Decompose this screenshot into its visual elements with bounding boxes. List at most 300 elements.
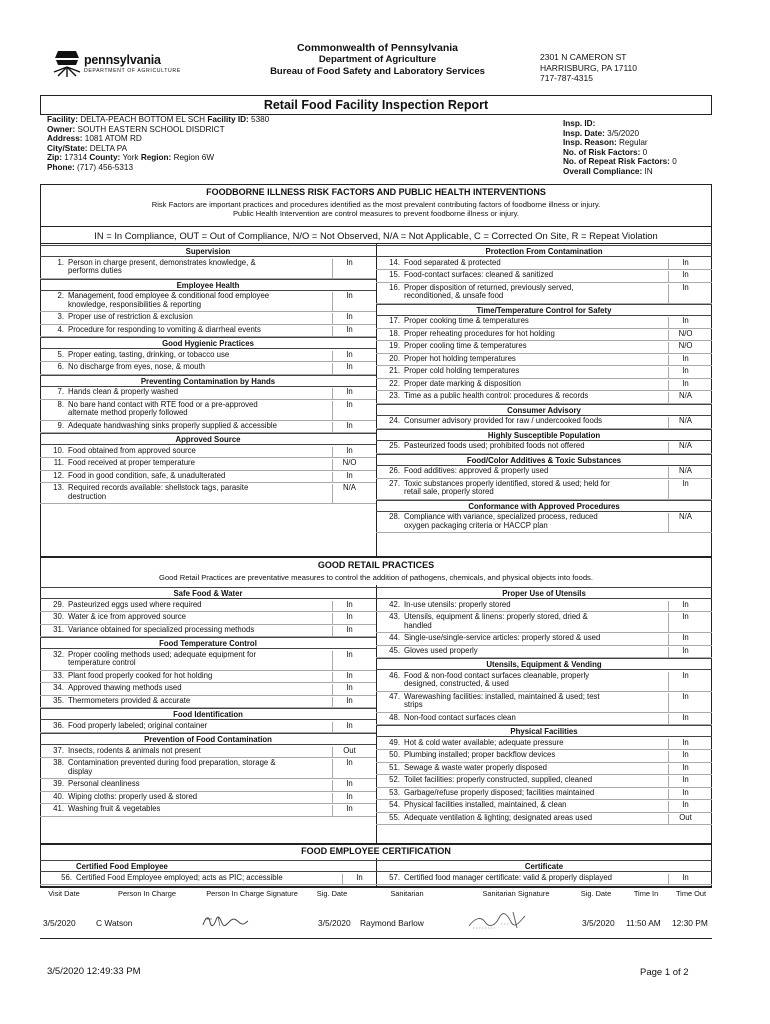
item-number: 39. <box>53 779 64 788</box>
address-value: 1081 ATOM RD <box>84 134 142 144</box>
item-number: 14. <box>389 257 400 267</box>
item-text-line-1: Food & non-food contact surfaces cleanable, properly <box>404 670 590 680</box>
item-text-line-1: Utensils, equipment & linens: properly stored, dried & <box>404 612 588 621</box>
item-status: In <box>668 284 702 304</box>
item-text <box>68 459 195 468</box>
org-line-3: Bureau of Food Safety and Laboratory Services <box>270 66 485 77</box>
item-text <box>404 613 588 631</box>
owner-label: Owner: <box>47 124 76 134</box>
foodborne-desc-1: Risk Factors are important practices and procedures identified as the most prevalent contributing factors of foodborne illness or injury. <box>151 200 601 209</box>
item-text-line-1: Management, food employee & conditional food employee <box>68 291 270 300</box>
item-text-line-1: In-use utensils: properly stored <box>404 599 511 609</box>
item-status: In <box>668 776 702 788</box>
item-number: 41. <box>53 804 64 813</box>
item-number: 12. <box>53 470 64 480</box>
item-number: 44. <box>389 633 400 642</box>
item-status: N/A <box>668 467 702 479</box>
item-text-line-1: No discharge from eyes, nose, & mouth <box>68 362 205 371</box>
item-number: 42. <box>389 599 400 609</box>
item-text-line-1: Food obtained from approved source <box>68 445 196 455</box>
address-line-2: HARRISBURG, PA 17110 <box>540 62 638 73</box>
category-header: Prevention of Food Contamination <box>40 733 376 745</box>
item-text-line-1: Hot & cold water available; adequate pressure <box>404 737 564 747</box>
checklist-item <box>376 788 712 801</box>
item-text <box>68 292 269 310</box>
item-text-line-1: Washing fruit & vegetables <box>68 804 161 813</box>
checklist-item <box>40 421 376 434</box>
inspection-info <box>563 119 677 177</box>
signature-table <box>40 887 712 939</box>
checklist-item <box>40 291 376 312</box>
good-retail-title: GOOD RETAIL PRACTICES <box>317 560 435 570</box>
checklist-item <box>40 387 376 400</box>
zip-value: 17314 <box>64 153 88 163</box>
compliance-value: IN <box>644 166 653 176</box>
checklist-item <box>40 458 376 471</box>
sig-date-2-value: 3/5/2020 <box>582 918 615 928</box>
compliance-label: Overall Compliance: <box>563 166 643 176</box>
foodborne-desc-2: Public Health Intervention are control measures to prevent foodborne illness or injury. <box>232 209 520 219</box>
checklist-item <box>40 471 376 484</box>
item-text <box>404 284 573 302</box>
item-text-line-2: temperature control <box>68 658 136 668</box>
item-status: In <box>668 801 702 813</box>
item-text-line-1: Insects, rodents & animals not present <box>68 745 201 755</box>
city-label: City/State: <box>47 143 88 153</box>
item-status: N/O <box>668 330 702 342</box>
checklist-item <box>376 512 712 533</box>
item-text-line-1: Proper reheating procedures for hot holding <box>404 328 555 338</box>
item-text <box>68 684 182 693</box>
item-number: 21. <box>389 366 400 375</box>
checklist-item <box>376 379 712 392</box>
item-text-line-1: Toxic substances properly identified, stored & used; held for <box>404 478 610 488</box>
item-status: N/A <box>668 417 702 429</box>
category-header: Conformance with Approved Procedures <box>376 500 712 512</box>
item-number: 10. <box>53 445 64 455</box>
item-text-line-1: Proper eating, tasting, drinking, or tobacco use <box>68 349 230 359</box>
time-out-value: 12:30 PM <box>672 918 708 928</box>
checklist-item <box>40 400 376 421</box>
item-number: 53. <box>389 787 400 797</box>
header-sanitarian-signature: Sanitarian Signature <box>482 889 550 898</box>
item-text <box>68 672 212 681</box>
header-person-signature: Person In Charge Signature <box>206 889 298 898</box>
category-header: Food Identification <box>40 708 376 720</box>
checklist-item <box>376 713 712 726</box>
item-status: In <box>332 793 366 805</box>
category-header: Utensils, Equipment & Vending <box>376 658 712 670</box>
item-text-line-1: Non-food contact surfaces clean <box>404 712 516 722</box>
item-text <box>404 330 555 339</box>
checklist-item <box>376 441 712 454</box>
checklist-item <box>376 873 712 885</box>
checklist-item <box>40 325 376 338</box>
insp-reason-value: Regular <box>618 138 648 148</box>
category-header: Good Hygienic Practices <box>40 337 376 349</box>
item-text-line-1: Adequate handwashing sinks properly supplied & accessible <box>68 420 277 430</box>
item-text-line-1: Food received at proper temperature <box>68 458 195 467</box>
item-text-line-2: strips <box>404 700 423 710</box>
item-text <box>68 747 201 756</box>
item-text-line-1: Time as a public health control: procedures & records <box>404 391 589 400</box>
item-number: 45. <box>389 645 400 655</box>
item-text <box>68 793 197 802</box>
checklist-item <box>40 350 376 363</box>
header-sig-date: Sig. Date <box>316 889 348 898</box>
item-status: N/O <box>668 342 702 354</box>
item-number: 40. <box>53 791 64 801</box>
item-status: Out <box>668 814 702 826</box>
item-text-line-1: Toilet facilities: properly constructed, supplied, cleaned <box>404 775 593 784</box>
checklist-item <box>376 366 712 379</box>
checklist-item <box>40 779 376 792</box>
checklist-item <box>376 671 712 692</box>
item-status: In <box>332 259 366 279</box>
zip-label: Zip: <box>47 153 63 163</box>
phone-label: Phone: <box>47 162 75 172</box>
item-status: In <box>668 271 702 283</box>
item-status: In <box>668 380 702 392</box>
item-text-line-1: Food additives: approved & properly used <box>404 466 549 475</box>
item-text <box>68 759 276 777</box>
item-text-line-1: Pasteurized foods used; prohibited foods not offered <box>404 441 585 450</box>
item-status: In <box>668 367 702 379</box>
item-number: 34. <box>53 683 64 692</box>
item-number: 47. <box>389 691 400 701</box>
item-text-line-1: Water & ice from approved source <box>68 612 187 621</box>
checklist-item <box>376 329 712 342</box>
item-status: In <box>332 313 366 325</box>
item-text-line-1: Garbage/refuse properly disposed; facilities maintained <box>404 787 595 797</box>
item-status: In <box>332 401 366 421</box>
person-signature-image <box>200 912 250 930</box>
checklist-item <box>40 446 376 459</box>
item-text-line-1: Required records available: shellstock tags, parasite <box>68 483 249 492</box>
item-text <box>68 805 160 814</box>
header-time-in: Time In <box>633 889 659 898</box>
phone-value: (717) 456-5313 <box>77 162 134 172</box>
item-status: In <box>668 601 702 613</box>
item-status: In <box>332 805 366 817</box>
item-text-line-1: Approved thawing methods used <box>68 683 182 692</box>
item-number: 56. <box>61 873 72 882</box>
item-number: 35. <box>53 695 64 705</box>
facility-info <box>47 115 269 173</box>
item-number: 5. <box>57 349 64 359</box>
item-text <box>404 601 511 610</box>
item-number: 54. <box>389 800 400 809</box>
item-text <box>404 672 589 690</box>
item-number: 32. <box>53 649 64 659</box>
checklist-item <box>40 721 376 734</box>
insp-date-value: 3/5/2020 <box>607 128 640 138</box>
person-in-charge-value: C Watson <box>96 918 133 928</box>
logo-subtitle: DEPARTMENT OF AGRICULTURE <box>84 68 181 74</box>
header-time-out: Time Out <box>675 889 707 898</box>
checklist-item <box>40 312 376 325</box>
item-text-line-1: Thermometers provided & accurate <box>68 695 191 705</box>
item-text <box>68 313 193 322</box>
print-timestamp: 3/5/2020 12:49:33 PM <box>47 966 141 977</box>
good-retail-description: Good Retail Practices are preventative measures to control the addition of pathogens, chemicals, and physical objects into foods. <box>159 573 593 582</box>
item-text <box>68 447 196 456</box>
item-text <box>404 442 585 451</box>
item-text-line-1: Contamination prevented during food preparation, storage & <box>68 758 276 767</box>
item-number: 50. <box>389 750 400 759</box>
item-number: 19. <box>389 341 400 350</box>
item-number: 25. <box>389 441 400 450</box>
org-line-2: Department of Agriculture <box>318 54 437 65</box>
certification-title: FOOD EMPLOYEE CERTIFICATION <box>301 846 451 856</box>
region-value: Region 6W <box>173 153 215 163</box>
checklist-item <box>376 391 712 404</box>
checklist-item <box>376 646 712 659</box>
item-status: In <box>342 874 376 885</box>
item-status: In <box>668 355 702 367</box>
item-text-line-1: Gloves used properly <box>404 645 478 655</box>
category-header: Safe Food & Water <box>40 587 376 599</box>
item-text <box>68 484 248 502</box>
checklist-item <box>40 258 376 279</box>
checklist-item <box>376 270 712 283</box>
item-number: 7. <box>57 387 64 396</box>
item-text-line-2: reconditioned, & unsafe food <box>404 291 504 301</box>
item-text-line-2: handled <box>404 620 432 630</box>
report-title: Retail Food Facility Inspection Report <box>40 95 712 115</box>
item-text: Certified food manager certificate: valid & properly displayed <box>404 873 613 882</box>
item-number: 13. <box>53 483 64 492</box>
item-text <box>68 422 277 431</box>
item-number: 31. <box>53 624 64 634</box>
checklist-item <box>40 696 376 709</box>
org-line-1: Commonwealth of Pennsylvania <box>296 42 459 54</box>
checklist-item <box>376 341 712 354</box>
item-number: 27. <box>389 478 400 488</box>
item-text <box>68 326 261 335</box>
item-status: N/A <box>668 442 702 454</box>
item-text <box>404 814 592 823</box>
item-text <box>404 513 598 531</box>
item-text <box>68 388 178 397</box>
item-status: In <box>332 722 366 734</box>
item-text-line-2: knowledge, responsibilities & reporting <box>68 299 202 309</box>
item-number: 1. <box>57 257 64 267</box>
item-number: 26. <box>389 466 400 475</box>
item-text <box>404 693 600 711</box>
pa-agriculture-logo <box>52 48 192 80</box>
category-header: Preventing Contamination by Hands <box>40 375 376 387</box>
item-number: 51. <box>389 762 400 772</box>
category-header: Physical Facilities <box>376 725 712 737</box>
item-status: N/A <box>668 392 702 404</box>
category-header: Food/Color Additives & Toxic Substances <box>376 454 712 466</box>
category-header: Protection From Contamination <box>376 245 712 257</box>
item-text <box>404 739 564 748</box>
checklist-item <box>40 804 376 817</box>
item-status: N/A <box>668 513 702 533</box>
checklist-item <box>376 258 712 271</box>
category-header: Approved Source <box>40 433 376 445</box>
item-text-line-1: Sewage & waste water properly disposed <box>404 762 548 772</box>
checklist-item <box>40 483 376 504</box>
checklist-item <box>40 600 376 613</box>
item-status: In <box>668 714 702 726</box>
checklist-item <box>376 416 712 429</box>
item-number: 6. <box>57 362 64 371</box>
risk-factors-label: No. of Risk Factors: <box>563 147 641 157</box>
item-text-line-2: destruction <box>68 491 107 501</box>
item-text-line-2: performs duties <box>68 266 122 276</box>
item-status: In <box>668 480 702 500</box>
item-text <box>404 380 521 389</box>
compliance-legend: IN = In Compliance, OUT = Out of Compliance, N/O = Not Observed, N/A = Not Applicable, C = Corrected On Site, R = Repeat Violation <box>40 226 712 244</box>
repeat-risk-label: No. of Repeat Risk Factors: <box>563 157 670 167</box>
item-number: 18. <box>389 328 400 338</box>
item-number: 22. <box>389 378 400 388</box>
page-number: Page 1 of 2 <box>640 967 689 978</box>
item-status: In <box>332 422 366 434</box>
item-status: In <box>332 759 366 779</box>
item-text <box>404 714 516 723</box>
item-text <box>404 776 592 785</box>
sig-date-value: 3/5/2020 <box>318 918 351 928</box>
item-status: In <box>332 697 366 709</box>
header-sig-date-2: Sig. Date <box>580 889 612 898</box>
item-status: In <box>332 292 366 312</box>
item-status: In <box>332 684 366 696</box>
checklist-item <box>376 813 712 826</box>
item-text-line-1: Procedure for responding to vomiting & diarrheal events <box>68 324 261 334</box>
item-number: 2. <box>57 291 64 300</box>
item-number: 28. <box>389 512 400 521</box>
checklist-item <box>376 775 712 788</box>
item-text-line-1: Proper cooking time & temperatures <box>404 316 529 325</box>
item-number: 8. <box>57 399 64 409</box>
county-value: York <box>122 153 139 163</box>
item-status: In <box>668 693 702 713</box>
item-status: N/O <box>332 459 366 471</box>
item-status: In <box>668 259 702 271</box>
item-text <box>404 751 555 760</box>
item-text <box>68 722 207 731</box>
item-status: Out <box>332 747 366 759</box>
item-text <box>404 634 600 643</box>
address-label: Address: <box>47 134 83 144</box>
item-text-line-1: Plumbing installed; proper backflow devices <box>404 750 556 759</box>
checklist-item <box>40 758 376 779</box>
item-text <box>404 647 478 656</box>
item-text <box>404 355 516 364</box>
item-status: In <box>668 317 702 329</box>
item-text-line-1: Plant food properly cooked for hot holding <box>68 670 213 680</box>
header-visit-date: Visit Date <box>48 889 80 898</box>
foodborne-title: FOODBORNE ILLNESS RISK FACTORS AND PUBLIC HEALTH INTERVENTIONS <box>206 187 546 197</box>
owner-value: SOUTH EASTERN SCHOOL DISDRICT <box>77 124 225 134</box>
checklist-item <box>376 750 712 763</box>
item-number: 48. <box>389 712 400 722</box>
sanitarian-value: Raymond Barlow <box>360 918 424 928</box>
item-status: In <box>332 601 366 613</box>
item-number: 57. <box>389 873 400 882</box>
item-text <box>404 259 501 268</box>
category-header: Supervision <box>40 245 376 257</box>
checklist-item <box>40 362 376 375</box>
category-header: Consumer Advisory <box>376 404 712 416</box>
header-person-in-charge: Person In Charge <box>118 889 176 898</box>
item-number: 11. <box>53 458 64 467</box>
item-status: In <box>332 472 366 484</box>
item-status: In <box>332 326 366 338</box>
item-status: In <box>668 672 702 692</box>
item-status: In <box>668 613 702 633</box>
item-text <box>68 472 225 481</box>
item-text <box>68 351 229 360</box>
item-text-line-2: retail sale, properly stored <box>404 487 494 497</box>
checklist-item <box>40 625 376 638</box>
checklist-item <box>376 692 712 713</box>
category-header: Highly Susceptible Population <box>376 429 712 441</box>
category-header: Employee Health <box>40 279 376 291</box>
repeat-risk-value: 0 <box>672 157 677 167</box>
item-text-line-1: Proper use of restriction & exclusion <box>68 312 193 321</box>
item-number: 4. <box>57 324 64 334</box>
item-status: In <box>332 613 366 625</box>
item-number: 3. <box>57 312 64 321</box>
item-text <box>404 467 548 476</box>
item-number: 52. <box>389 775 400 784</box>
item-text <box>68 401 258 419</box>
item-number: 15. <box>389 270 400 279</box>
item-status: In <box>668 764 702 776</box>
foodborne-description <box>40 200 712 218</box>
item-text <box>404 317 529 326</box>
item-text-line-2: display <box>68 766 93 776</box>
county-label: County: <box>89 153 121 163</box>
checklist-item <box>40 792 376 805</box>
item-status: In <box>668 739 702 751</box>
address-line-1: 2301 N CAMERON ST <box>540 52 627 62</box>
checklist-item <box>40 746 376 759</box>
item-number: 23. <box>389 391 400 400</box>
item-text-line-1: Proper cooling time & temperatures <box>404 341 527 350</box>
category-header: Time/Temperature Control for Safety <box>376 304 712 316</box>
item-text-line-1: Food properly labeled; original container <box>68 720 208 730</box>
insp-date-label: Insp. Date: <box>563 128 605 138</box>
item-text-line-1: Adequate ventilation & lighting; designated areas used <box>404 812 593 822</box>
item-text-line-1: Wiping cloths: properly used & stored <box>68 791 198 801</box>
item-text <box>68 697 190 706</box>
organization-heading <box>250 42 505 78</box>
item-text-line-2: designed, constructed, & used <box>404 679 509 689</box>
item-status: N/A <box>332 484 366 504</box>
item-number: 9. <box>57 420 64 430</box>
item-status: In <box>332 447 366 459</box>
item-text-line-1: Hands clean & properly washed <box>68 387 179 396</box>
item-text <box>68 651 256 669</box>
logo-name: pennsylvania <box>84 53 161 67</box>
checklist-item <box>40 650 376 671</box>
time-in-value: 11:50 AM <box>626 918 661 928</box>
item-status: In <box>332 672 366 684</box>
header-sanitarian: Sanitarian <box>390 889 424 898</box>
insp-id-label: Insp. ID: <box>563 119 596 128</box>
item-number: 37. <box>53 745 64 755</box>
risk-factors-value: 0 <box>642 147 648 157</box>
item-text-line-1: Personal cleanliness <box>68 779 140 788</box>
item-text <box>404 480 610 498</box>
category-header: Proper Use of Utensils <box>376 587 712 599</box>
